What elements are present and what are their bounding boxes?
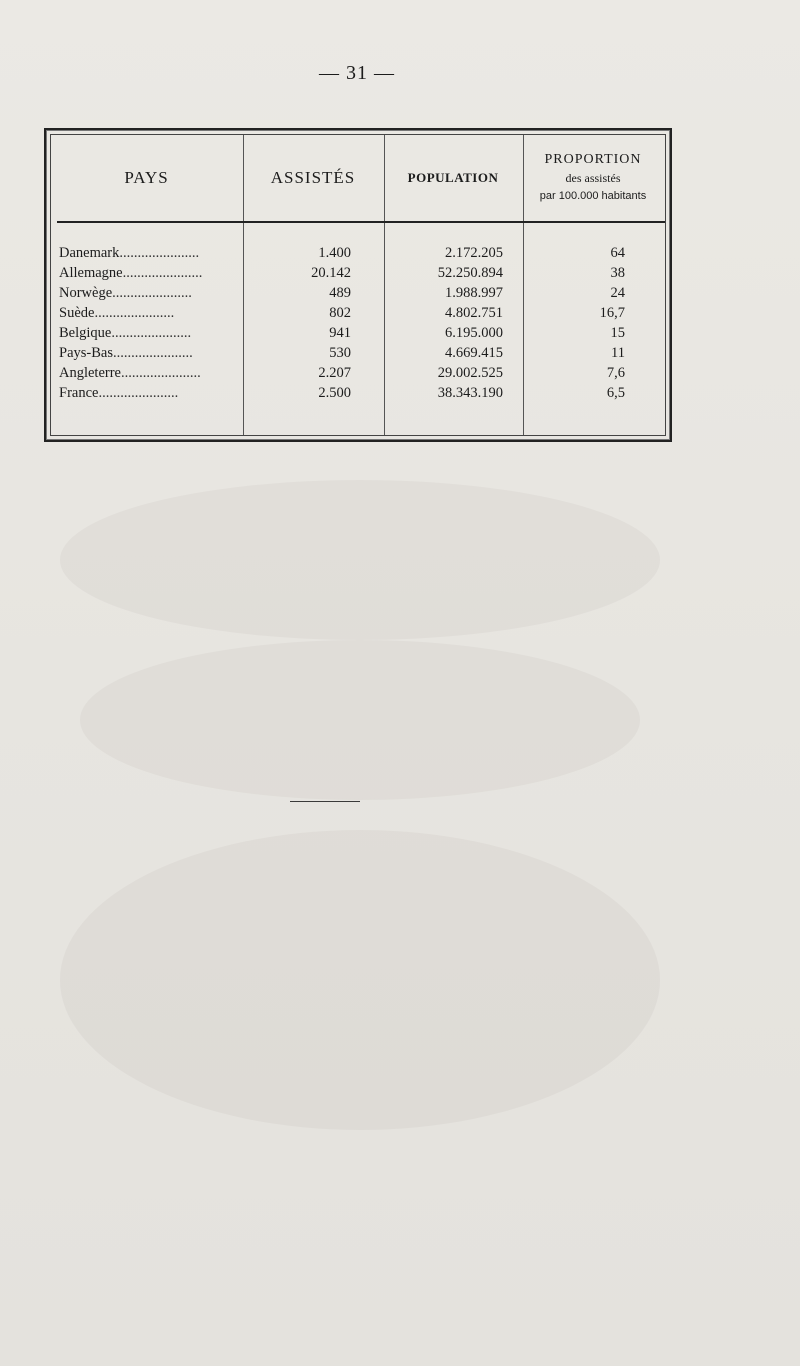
cell-population: 1.988.997 — [445, 285, 503, 301]
cell-assistes: 802 — [329, 305, 351, 321]
cell-assistes: 530 — [329, 345, 351, 361]
header-proportion — [523, 135, 663, 221]
cell-population: 52.250.894 — [437, 265, 503, 281]
header-proportion-title: PROPORTION — [544, 152, 642, 167]
cell-assistes: 2.207 — [318, 365, 351, 381]
page-number: — 31 — — [319, 62, 395, 84]
table-row — [51, 323, 665, 343]
cell-proportion: 24 — [610, 285, 625, 301]
table-row — [51, 383, 665, 403]
cell-country: Suède...................... — [59, 305, 175, 321]
cell-assistes: 941 — [329, 325, 351, 341]
cell-proportion: 11 — [611, 345, 625, 361]
cell-proportion: 16,7 — [599, 305, 625, 321]
cell-population: 4.669.415 — [445, 345, 503, 361]
header-rule — [57, 221, 665, 223]
cell-country: Allemagne...................... — [59, 265, 203, 281]
cell-proportion: 6,5 — [606, 385, 625, 401]
cell-population: 4.802.751 — [445, 305, 503, 321]
cell-population: 6.195.000 — [445, 325, 503, 341]
cell-country: France...................... — [59, 385, 179, 401]
statistics-table — [44, 128, 672, 442]
bleed-through-shadow — [80, 640, 640, 800]
table-row — [51, 243, 665, 263]
cell-assistes: 1.400 — [318, 245, 351, 261]
table-row — [51, 263, 665, 283]
header-population: POPULATION — [407, 170, 499, 185]
table-row — [51, 303, 665, 323]
table-row — [51, 283, 665, 303]
cell-population: 2.172.205 — [445, 245, 503, 261]
header-assistes: ASSISTÉS — [270, 168, 356, 187]
table-row — [51, 343, 665, 363]
bleed-through-shadow — [60, 830, 660, 1130]
table-body — [51, 243, 665, 403]
cell-proportion: 7,6 — [606, 365, 625, 381]
bleed-through-shadow — [60, 480, 660, 640]
cell-proportion: 38 — [610, 265, 625, 281]
cell-country: Danemark...................... — [59, 245, 200, 261]
cell-assistes: 20.142 — [311, 265, 351, 281]
cell-country: Belgique...................... — [59, 325, 192, 341]
cell-assistes: 2.500 — [318, 385, 351, 401]
table-inner-frame — [50, 134, 666, 436]
header-pays: PAYS — [124, 168, 169, 187]
cell-population: 38.343.190 — [437, 385, 503, 401]
section-divider — [290, 801, 360, 802]
cell-proportion: 64 — [610, 245, 625, 261]
cell-country: Pays-Bas...................... — [59, 345, 193, 361]
table-row — [51, 363, 665, 383]
cell-population: 29.002.525 — [437, 365, 503, 381]
header-proportion-unit: par 100.000 habitants — [539, 190, 647, 202]
cell-country: Angleterre...................... — [59, 365, 201, 381]
cell-assistes: 489 — [329, 285, 351, 301]
cell-proportion: 15 — [610, 325, 625, 341]
cell-country: Norwège...................... — [59, 285, 192, 301]
header-proportion-subtitle: des assistés — [565, 171, 621, 185]
